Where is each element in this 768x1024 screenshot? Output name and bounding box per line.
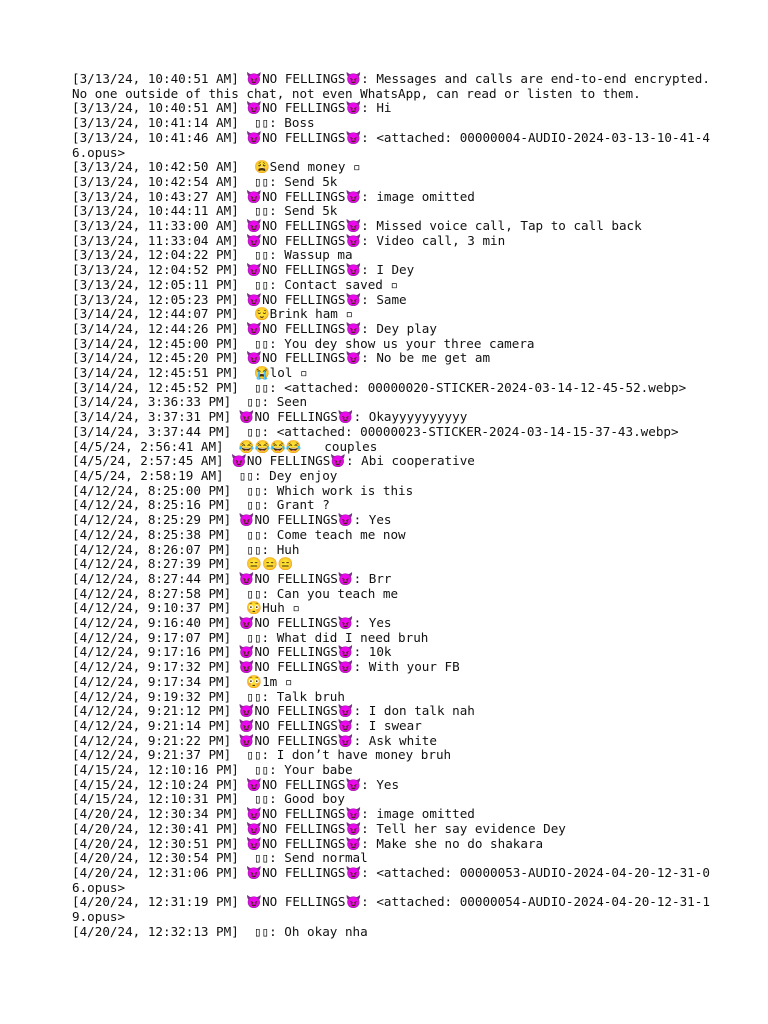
chat-line: [3/13/24, 10:41:14 AM] ▯▯: Boss bbox=[72, 115, 315, 131]
chat-line: [4/12/24, 9:10:37 PM] 😳Huh ▫ bbox=[72, 600, 300, 616]
chat-line: [4/20/24, 12:32:13 PM] ▯▯: Oh okay nha bbox=[72, 923, 368, 939]
chat-line: [4/12/24, 9:17:32 PM] 😈NO FELLINGS😈: With your FB bbox=[72, 659, 460, 675]
chat-line: [4/12/24, 9:21:12 PM] 😈NO FELLINGS😈: I don talk nah bbox=[72, 703, 475, 719]
chat-line: [3/14/24, 12:45:52 PM] ▯▯: <attached: 00000020-STICKER-2024-03-14-12-45-52.webp> bbox=[72, 379, 687, 395]
chat-line: [4/12/24, 9:16:40 PM] 😈NO FELLINGS😈: Yes bbox=[72, 615, 392, 631]
chat-line: [4/12/24, 9:19:32 PM] ▯▯: Talk bruh bbox=[72, 688, 345, 704]
chat-line: [3/14/24, 3:37:44 PM] ▯▯: <attached: 00000023-STICKER-2024-03-14-15-37-43.webp> bbox=[72, 423, 679, 439]
chat-line: [3/13/24, 10:42:54 AM] ▯▯: Send 5k bbox=[72, 173, 338, 189]
chat-line: [4/12/24, 9:21:14 PM] 😈NO FELLINGS😈: I swear bbox=[72, 717, 422, 733]
chat-transcript bbox=[72, 71, 718, 939]
chat-line: [3/14/24, 12:44:07 PM] 😌Brink ham ▫ bbox=[72, 306, 354, 322]
chat-line: [3/13/24, 10:41:46 AM] 😈NO FELLINGS😈: <attached: 00000004-AUDIO-2024-03-13-10-41-46.opus> bbox=[72, 129, 710, 160]
chat-line: [3/13/24, 12:04:22 PM] ▯▯: Wassup ma bbox=[72, 247, 353, 263]
chat-line: [3/14/24, 3:36:33 PM] ▯▯: Seen bbox=[72, 394, 308, 410]
chat-line: [3/13/24, 12:05:23 PM] 😈NO FELLINGS😈: Same bbox=[72, 291, 407, 307]
chat-line: [4/12/24, 8:26:07 PM] ▯▯: Huh bbox=[72, 541, 300, 557]
chat-line: [4/5/24, 2:58:19 AM] ▯▯: Dey enjoy bbox=[72, 467, 338, 483]
chat-line: [4/12/24, 9:17:07 PM] ▯▯: What did I need bruh bbox=[72, 629, 429, 645]
chat-line: [4/12/24, 8:27:39 PM] 😑😑😑 bbox=[72, 556, 294, 572]
chat-line: [3/14/24, 12:44:26 PM] 😈NO FELLINGS😈: Dey play bbox=[72, 320, 437, 336]
chat-line: [4/15/24, 12:10:31 PM] ▯▯: Good boy bbox=[72, 791, 345, 807]
chat-line: [4/12/24, 8:25:29 PM] 😈NO FELLINGS😈: Yes bbox=[72, 512, 392, 528]
chat-line: [3/13/24, 12:04:52 PM] 😈NO FELLINGS😈: I Dey bbox=[72, 262, 415, 278]
chat-line: [4/12/24, 8:25:00 PM] ▯▯: Which work is this bbox=[72, 482, 414, 498]
chat-line: [4/12/24, 9:21:37 PM] ▯▯: I don’t have money bruh bbox=[72, 747, 452, 763]
chat-line: [3/14/24, 3:37:31 PM] 😈NO FELLINGS😈: Okayyyyyyyyyy bbox=[72, 409, 468, 425]
chat-line: [4/12/24, 8:25:38 PM] ▯▯: Come teach me now bbox=[72, 526, 406, 542]
chat-line: [3/14/24, 12:45:00 PM] ▯▯: You dey show us your three camera bbox=[72, 335, 535, 351]
chat-line: [4/15/24, 12:10:16 PM] ▯▯: Your babe bbox=[72, 762, 353, 778]
chat-line: [4/12/24, 8:25:16 PM] ▯▯: Grant ? bbox=[72, 497, 330, 513]
chat-line: [3/13/24, 11:33:04 AM] 😈NO FELLINGS😈: Video call, 3 min bbox=[72, 232, 506, 248]
chat-line: [3/14/24, 12:45:51 PM] 😭lol ▫ bbox=[72, 365, 308, 381]
chat-line: [4/20/24, 12:30:41 PM] 😈NO FELLINGS😈: Tell her say evidence Dey bbox=[72, 820, 566, 836]
chat-line: [3/13/24, 12:05:11 PM] ▯▯: Contact saved ▫ bbox=[72, 276, 399, 292]
chat-line: [4/12/24, 8:27:44 PM] 😈NO FELLINGS😈: Brr bbox=[72, 570, 392, 586]
chat-line: [4/15/24, 12:10:24 PM] 😈NO FELLINGS😈: Yes bbox=[72, 776, 400, 792]
chat-line: [3/14/24, 12:45:20 PM] 😈NO FELLINGS😈: No be me get am bbox=[72, 350, 491, 366]
chat-line: [4/12/24, 9:17:16 PM] 😈NO FELLINGS😈: 10k bbox=[72, 644, 392, 660]
chat-line: [3/13/24, 11:33:00 AM] 😈NO FELLINGS😈: Missed voice call, Tap to call back bbox=[72, 218, 642, 234]
chat-line: [3/13/24, 10:40:51 AM] 😈NO FELLINGS😈: Hi bbox=[72, 100, 392, 116]
chat-line: [4/20/24, 12:30:34 PM] 😈NO FELLINGS😈: image omitted bbox=[72, 806, 475, 822]
chat-line: [3/13/24, 10:40:51 AM] 😈NO FELLINGS😈: Messages and calls are end-to-end encrypted. No one outside of this chat, not even WhatsApp, can read or listen to them. bbox=[72, 71, 718, 101]
chat-line: [4/20/24, 12:31:06 PM] 😈NO FELLINGS😈: <attached: 00000053-AUDIO-2024-04-20-12-31-06.opus> bbox=[72, 864, 710, 895]
chat-line: [3/13/24, 10:43:27 AM] 😈NO FELLINGS😈: image omitted bbox=[72, 188, 475, 204]
chat-line: [3/13/24, 10:44:11 AM] ▯▯: Send 5k bbox=[72, 203, 338, 219]
chat-line: [4/20/24, 12:30:51 PM] 😈NO FELLINGS😈: Make she no do shakara bbox=[72, 835, 544, 851]
chat-line: [4/12/24, 9:21:22 PM] 😈NO FELLINGS😈: Ask white bbox=[72, 732, 437, 748]
chat-line: [4/20/24, 12:31:19 PM] 😈NO FELLINGS😈: <attached: 00000054-AUDIO-2024-04-20-12-31-19.opus> bbox=[72, 894, 710, 925]
chat-line: [4/5/24, 2:56:41 AM] 😂😂😂😂 couples bbox=[72, 438, 378, 454]
chat-line: [4/5/24, 2:57:45 AM] 😈NO FELLINGS😈: Abi cooperative bbox=[72, 453, 475, 469]
chat-line: [4/12/24, 8:27:58 PM] ▯▯: Can you teach me bbox=[72, 585, 399, 601]
chat-line: [4/20/24, 12:30:54 PM] ▯▯: Send normal bbox=[72, 850, 368, 866]
chat-line: [3/13/24, 10:42:50 AM] 😩Send money ▫ bbox=[72, 159, 361, 175]
chat-line: [4/12/24, 9:17:34 PM] 😳1m ▫ bbox=[72, 673, 293, 689]
